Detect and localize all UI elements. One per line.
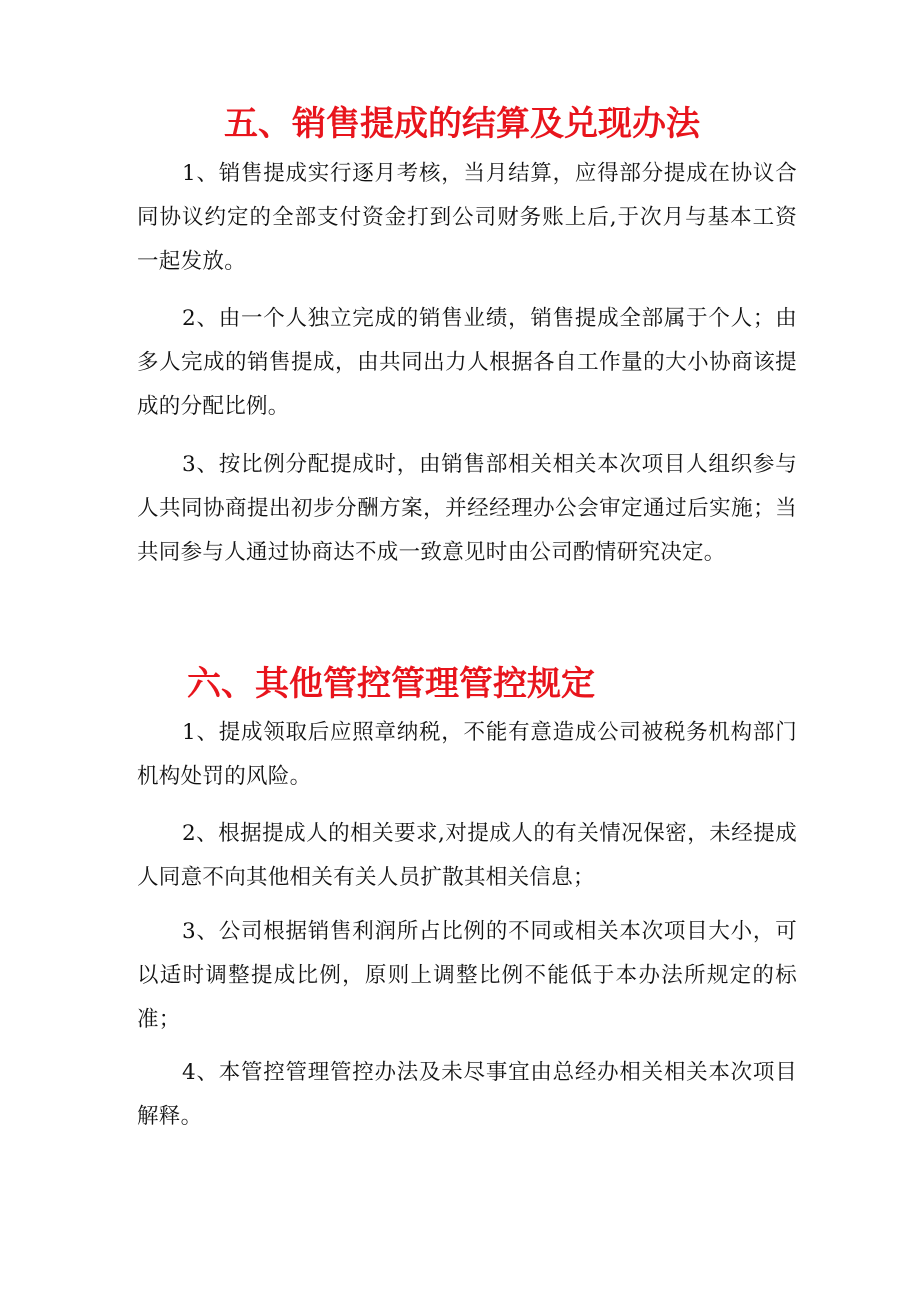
section-6-paragraph-2: 2、根据提成人的相关要求,对提成人的有关情况保密，未经提成人同意不向其他相关有关人员扩散其相关信息； <box>137 821 797 890</box>
section-6-heading: 六、其他管控管理管控规定 <box>187 664 595 704</box>
section-5-paragraph-2: 2、由一个人独立完成的销售业绩，销售提成全部属于个人；由多人完成的销售提成，由共同出力人根据各自工作量的大小协商该提成的分配比例。 <box>137 306 797 419</box>
section-6-paragraph-1: 1、提成领取后应照章纳税，不能有意造成公司被税务机构部门机构处罚的风险。 <box>137 720 797 789</box>
section-6-paragraph-3: 3、公司根据销售利润所占比例的不同或相关本次项目大小，可以适时调整提成比例，原则上调整比例不能低于本办法所规定的标准； <box>137 919 797 1032</box>
section-5-heading: 五、销售提成的结算及兑现办法 <box>224 104 700 144</box>
section-6-paragraph-4: 4、本管控管理管控办法及未尽事宜由总经办相关相关本次项目解释。 <box>137 1060 797 1129</box>
section-5-paragraph-1: 1、销售提成实行逐月考核，当月结算，应得部分提成在协议合同协议约定的全部支付资金打到公司财务账上后,于次月与基本工资一起发放。 <box>137 161 797 274</box>
section-5-paragraph-3: 3、按比例分配提成时，由销售部相关相关本次项目人组织参与人共同协商提出初步分酬方案，并经经理办公会审定通过后实施；当共同参与人通过协商达不成一致意见时由公司酌情研究决定。 <box>137 452 797 565</box>
